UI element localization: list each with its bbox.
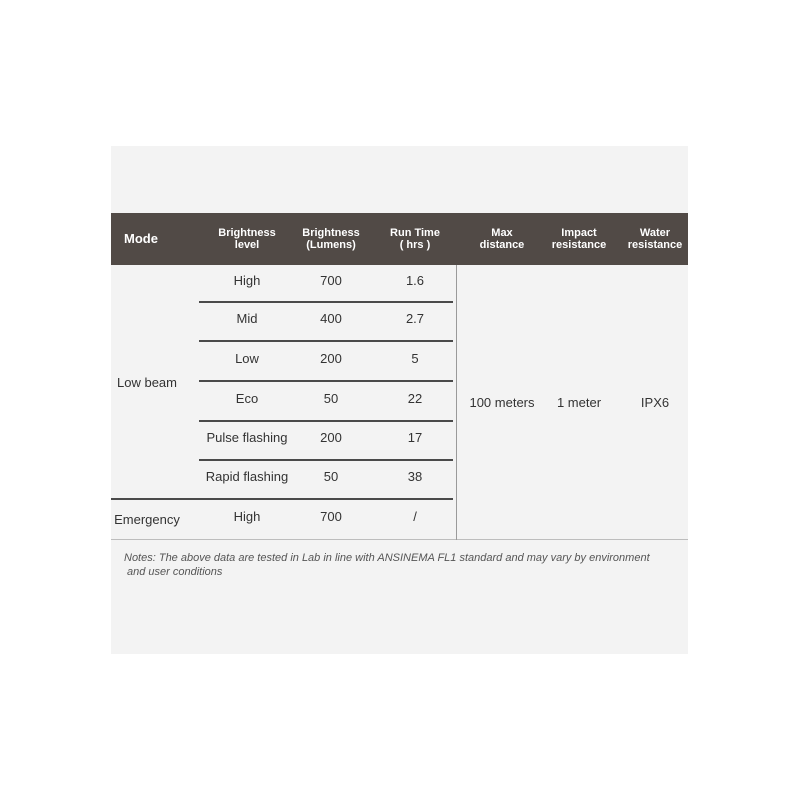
cell-level: Mid — [236, 311, 258, 326]
max-distance-value: 100 meters — [469, 395, 535, 410]
cell-runtime: 2.7 — [405, 311, 425, 326]
row-divider — [199, 340, 453, 342]
water-resistance-value: IPX6 — [640, 395, 670, 410]
table-header — [111, 213, 688, 265]
cell-lumens: 50 — [323, 469, 339, 484]
mode-label: Low beam — [117, 374, 177, 390]
cell-level: Eco — [235, 390, 259, 406]
cell-runtime: 5 — [411, 350, 419, 366]
header-max-distance: Max distance — [479, 227, 525, 251]
row-divider — [199, 420, 453, 422]
cell-lumens: 200 — [320, 350, 342, 366]
spec-panel — [111, 146, 688, 654]
cell-level: Pulse flashing — [206, 430, 288, 445]
cell-lumens: 700 — [320, 509, 342, 524]
cell-lumens: 200 — [320, 430, 342, 445]
header-water-resistance: Water resistance — [627, 227, 683, 251]
cell-runtime: / — [413, 509, 417, 524]
cell-lumens: 50 — [323, 390, 339, 406]
mode-label: Emergency — [114, 512, 180, 527]
cell-level: Rapid flashing — [205, 469, 289, 484]
notes-line-2: and user conditions — [127, 566, 223, 578]
cell-runtime: 22 — [407, 390, 423, 406]
header-run-time: Run Time ( hrs ) — [390, 227, 440, 251]
cell-runtime: 17 — [407, 430, 423, 445]
notes-line-1: Notes: The above data are tested in Lab in line with ANSINEMA FL1 standard and may vary by environment — [124, 552, 650, 564]
row-divider — [199, 380, 453, 382]
cell-level: High — [233, 273, 261, 288]
cell-lumens: 700 — [320, 273, 342, 288]
cell-level: Low — [235, 350, 259, 366]
header-impact-resistance: Impact resistance — [551, 227, 607, 251]
cell-runtime: 38 — [407, 469, 423, 484]
cell-lumens: 400 — [320, 311, 342, 326]
spec-table — [111, 213, 688, 540]
impact-resistance-value: 1 meter — [556, 395, 602, 410]
row-divider — [199, 301, 453, 303]
header-mode: Mode — [124, 231, 158, 246]
header-brightness-lumens: Brightness (Lumens) — [302, 227, 360, 251]
row-divider — [199, 459, 453, 461]
header-brightness-level: Brightness level — [218, 227, 276, 251]
row-divider — [111, 498, 453, 500]
notes — [124, 551, 674, 579]
cell-level: High — [233, 509, 261, 524]
cell-runtime: 1.6 — [405, 273, 425, 288]
